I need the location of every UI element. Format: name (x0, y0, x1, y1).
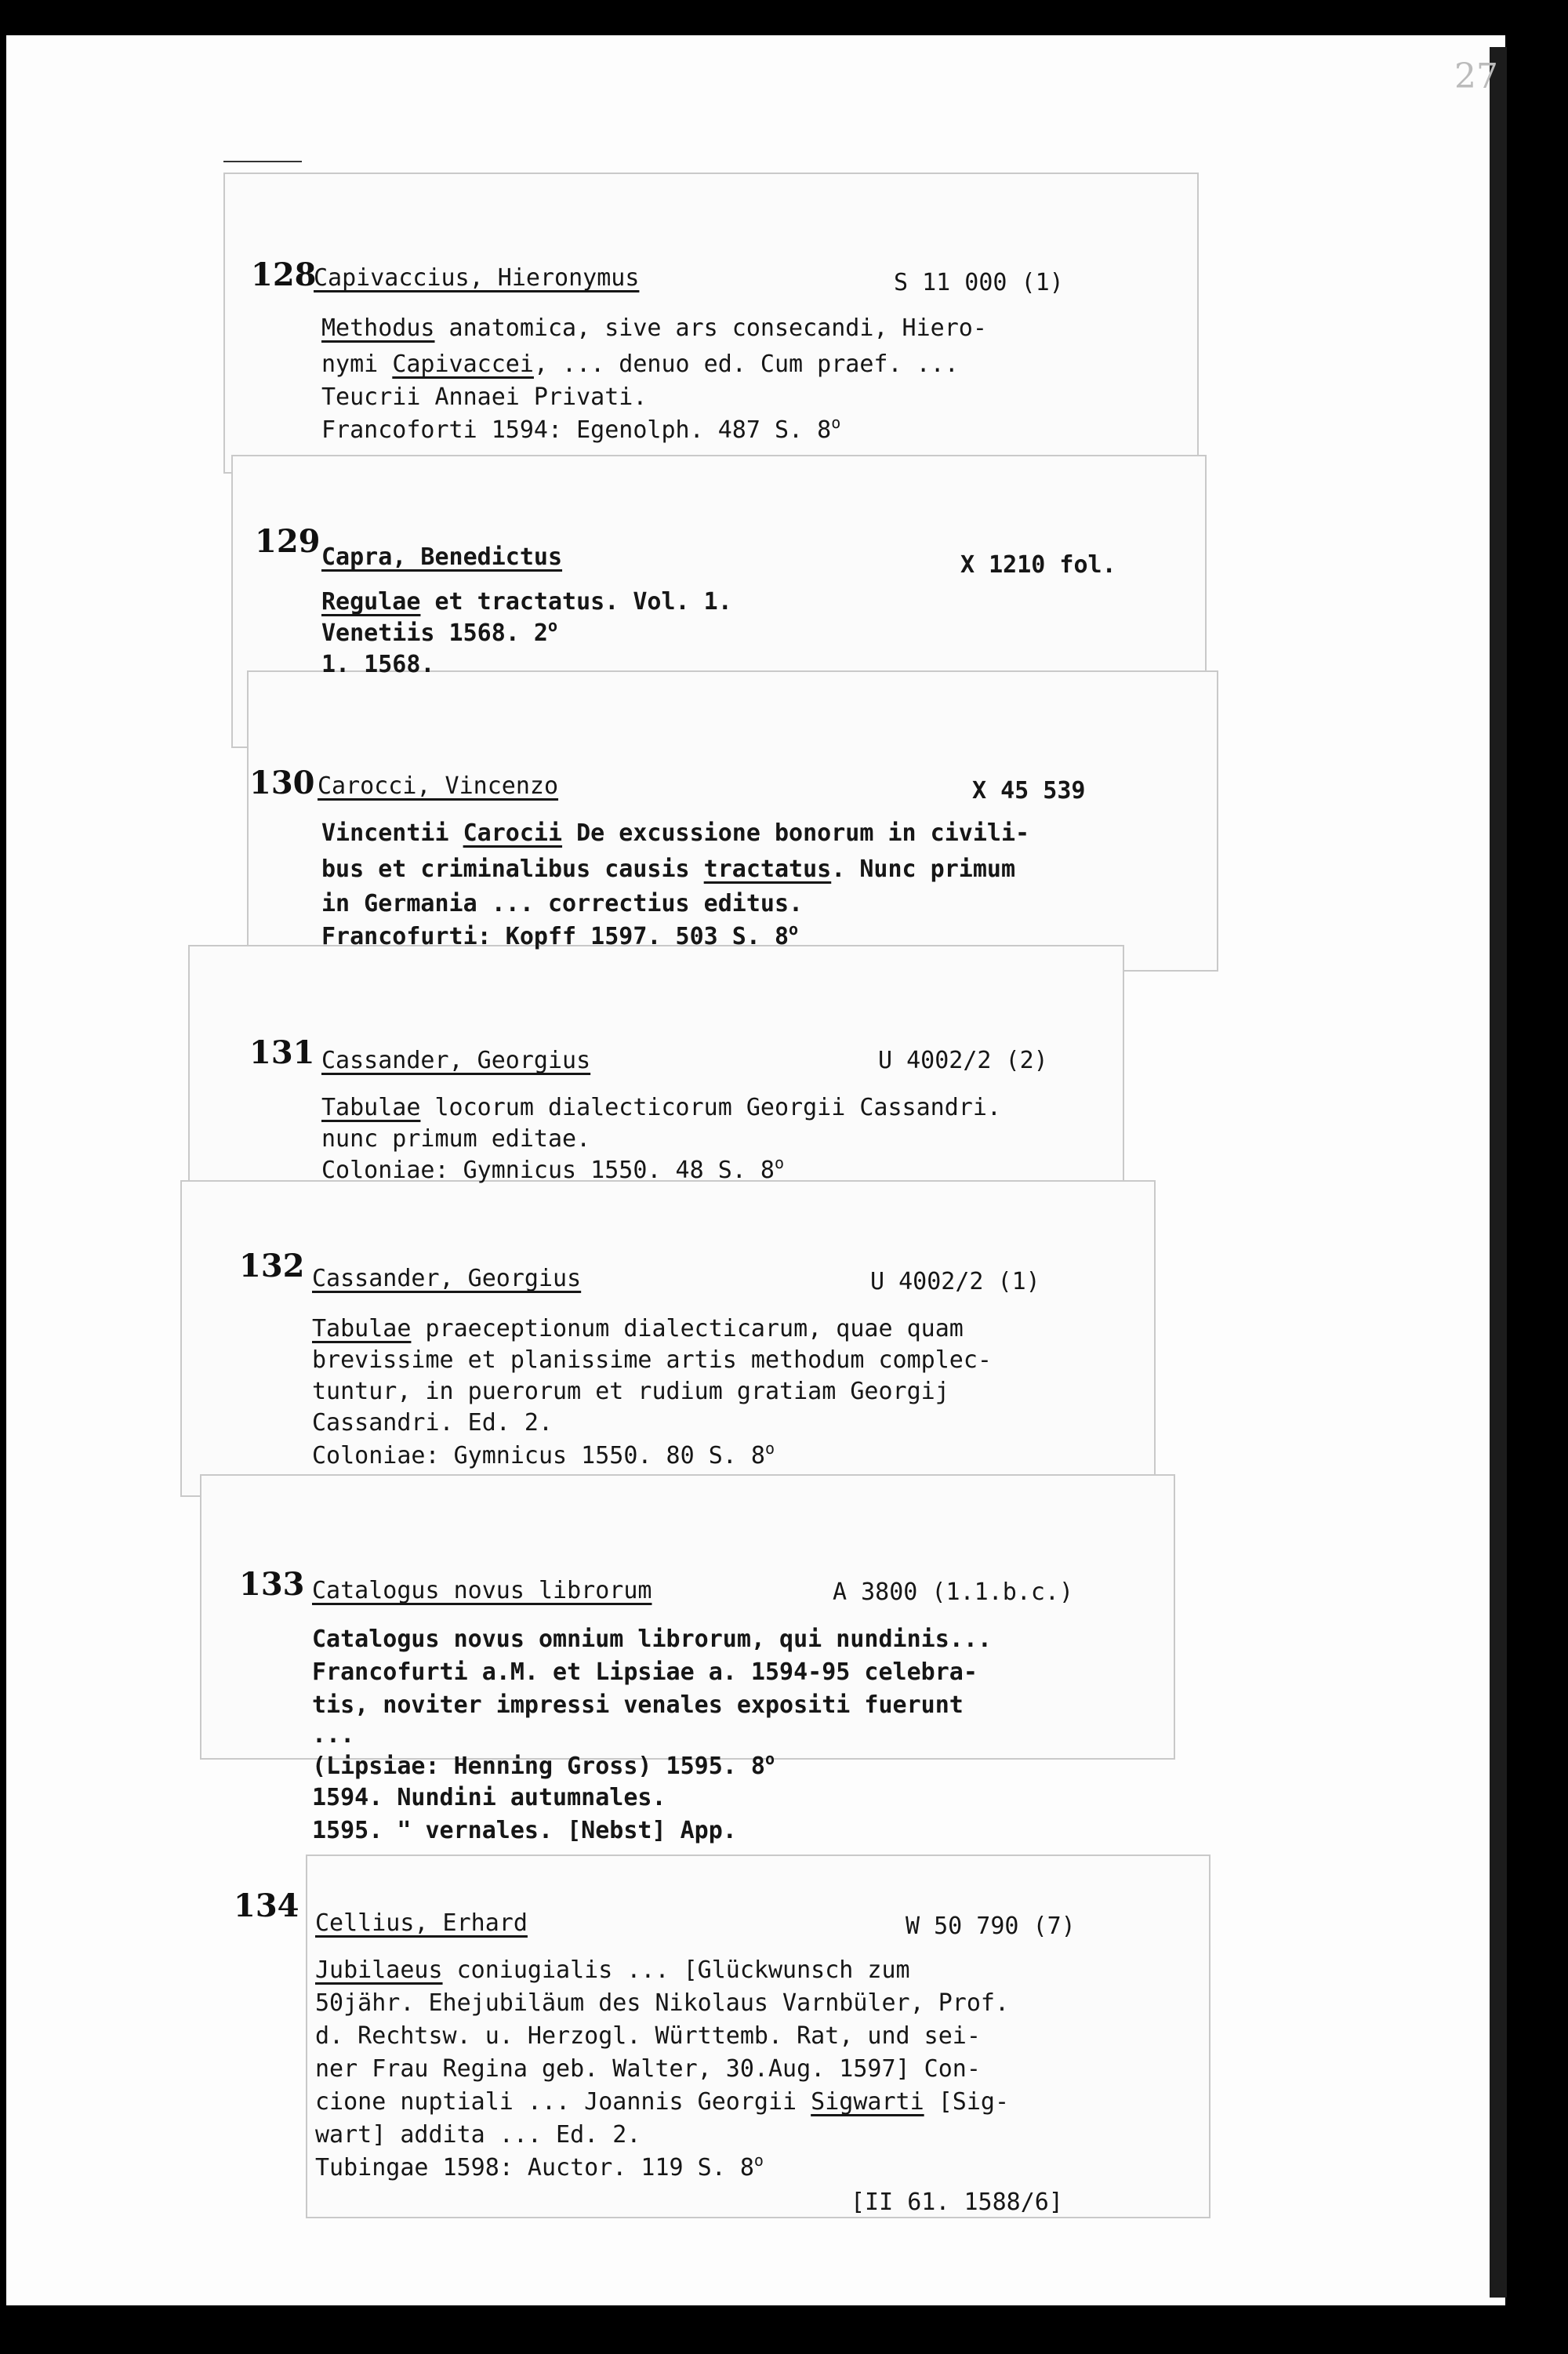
entry-number: 131 (249, 1034, 315, 1071)
title-text: nymi (321, 351, 393, 378)
author-name: Carocci, Vincenzo (318, 772, 559, 800)
shelfmark: S 11 000 (1) (894, 269, 1064, 296)
shelfmark: A 3800 (1.1.b.c.) (833, 1578, 1074, 1606)
title-keyword: tractatus (703, 856, 832, 883)
entry-heading (315, 1905, 528, 1942)
imprint: Francoforti 1594: Egenolph. 487 S. 8 (321, 416, 832, 444)
book-spine-edge (1490, 47, 1507, 2298)
title-line: brevissime et planissime artis methodum complec- (312, 1346, 992, 1374)
title-keyword: Jubilaeus (315, 1956, 443, 1984)
shelfmark: X 1210 fol. (960, 551, 1116, 579)
entry-heading (312, 1261, 581, 1297)
imprint: Venetiis 1568. 2 (321, 619, 548, 647)
entry-number: 128 (251, 256, 317, 293)
title-text: anatomica, sive ars consecandi, Hiero- (434, 314, 987, 342)
title-line: Teucrii Annaei Privati. (321, 383, 648, 411)
title-line (321, 311, 987, 347)
location-note: [II 61. 1588/6] (851, 2189, 1063, 2216)
format-superscript: o (764, 1749, 775, 1768)
title-text: locorum dialecticorum Georgii Cassandri. (420, 1094, 1001, 1121)
imprint-line (312, 1438, 775, 1476)
format-superscript: o (789, 920, 799, 939)
title-line: tuntur, in puerorum et rudium gratiam Georgij (312, 1378, 949, 1405)
title-line: nunc primum editae. (321, 1125, 591, 1153)
title-line: wart] addita ... Ed. 2. (315, 2121, 641, 2149)
imprint: (Lipsiae: Henning Gross) 1595. 8 (312, 1753, 765, 1780)
author-name: Capivaccius, Hieronymus (314, 264, 640, 292)
title-text: bus et criminalibus causis (321, 856, 704, 883)
title-line: d. Rechtsw. u. Herzogl. Württemb. Rat, und sei- (315, 2022, 981, 2050)
author-name: Capra, Benedictus (321, 543, 563, 571)
entry-heading (314, 260, 639, 296)
title-line: Cassandri. Ed. 2. (312, 1409, 554, 1437)
title-text: praeceptionum dialecticarum, quae quam (411, 1315, 964, 1342)
title-text: cione nuptiali ... Joannis Georgii (315, 2088, 811, 2116)
imprint-line (321, 412, 840, 450)
format-superscript: o (774, 1153, 785, 1172)
imprint-line (315, 2150, 764, 2188)
title-text: . Nunc primum (831, 856, 1016, 883)
author-ref: Carocii (463, 819, 563, 847)
title-keyword: Tabulae (321, 1094, 421, 1121)
imprint: Coloniae: Gymnicus 1550. 48 S. 8 (321, 1157, 775, 1184)
entry-number: 132 (239, 1248, 305, 1284)
title-line: ... (312, 1721, 355, 1749)
title-line (321, 852, 1015, 888)
imprint: Coloniae: Gymnicus 1550. 80 S. 8 (312, 1442, 765, 1469)
entry-number: 134 (234, 1887, 299, 1924)
title-keyword: Methodus (321, 314, 435, 342)
format-superscript: o (547, 616, 558, 635)
format-superscript: o (764, 1439, 775, 1458)
entry-number: 133 (239, 1566, 305, 1603)
title-text: [Sig- (924, 2088, 1010, 2116)
imprint-line (321, 919, 798, 957)
entry-heading (312, 1573, 652, 1609)
author-ref: Sigwarti (811, 2088, 924, 2116)
title-line: Francofurti a.M. et Lipsiae a. 1594-95 celebra- (312, 1658, 978, 1686)
title-text: et tractatus. Vol. 1. (420, 588, 732, 616)
shelfmark: W 50 790 (7) (906, 1913, 1076, 1940)
entry-number: 129 (255, 523, 321, 560)
author-name: Cassander, Georgius (312, 1265, 582, 1292)
entry-heading (321, 539, 562, 576)
entry-heading (318, 768, 558, 805)
title-text: De excussione bonorum in civili- (562, 819, 1030, 847)
page-number: 27 (1454, 56, 1498, 96)
title-text: , ... denuo ed. Cum praef. ... (533, 351, 959, 378)
author-ref: Capivaccei (392, 351, 534, 378)
title-line: Catalogus novus omnium librorum, qui nundinis... (312, 1626, 992, 1653)
title-line (315, 2084, 1009, 2120)
title-line: in Germania ... correctius editus. (321, 890, 804, 917)
title-line (315, 1953, 910, 1989)
shelfmark: U 4002/2 (2) (878, 1047, 1048, 1074)
title-keyword: Regulae (321, 588, 421, 616)
imprint: Tubingae 1598: Auctor. 119 S. 8 (315, 2154, 754, 2181)
volume-line: 1594. Nundini autumnales. (312, 1784, 666, 1811)
title-line (321, 816, 1029, 852)
volume-line: 1595. " vernales. [Nebst] App. (312, 1817, 737, 1844)
format-superscript: o (831, 413, 841, 432)
title-text: coniugialis ... [Glückwunsch zum (442, 1956, 910, 1984)
format-superscript: o (753, 2151, 764, 2170)
title-keyword: Tabulae (312, 1315, 412, 1342)
imprint-line (321, 1153, 784, 1190)
title-line (321, 347, 959, 383)
card-top-mark (223, 161, 302, 162)
title-heading: Catalogus novus librorum (312, 1577, 652, 1604)
author-name: Cassander, Georgius (321, 1047, 591, 1074)
title-line: 50jähr. Ehejubiläum des Nikolaus Varnbüler, Prof. (315, 1989, 1010, 2017)
author-name: Cellius, Erhard (315, 1909, 528, 1937)
title-line: ner Frau Regina geb. Walter, 30.Aug. 1597] Con- (315, 2055, 981, 2083)
title-line: tis, noviter impressi venales expositi fuerunt (312, 1691, 964, 1719)
entry-number: 130 (249, 765, 315, 801)
entry-heading (321, 1043, 590, 1079)
volume-line: 1. 1568. (321, 651, 435, 678)
shelfmark: X 45 539 (972, 777, 1086, 805)
title-text: Vincentii (321, 819, 463, 847)
shelfmark: U 4002/2 (1) (870, 1268, 1040, 1295)
imprint: Francofurti: Kopff 1597. 503 S. 8 (321, 923, 789, 950)
